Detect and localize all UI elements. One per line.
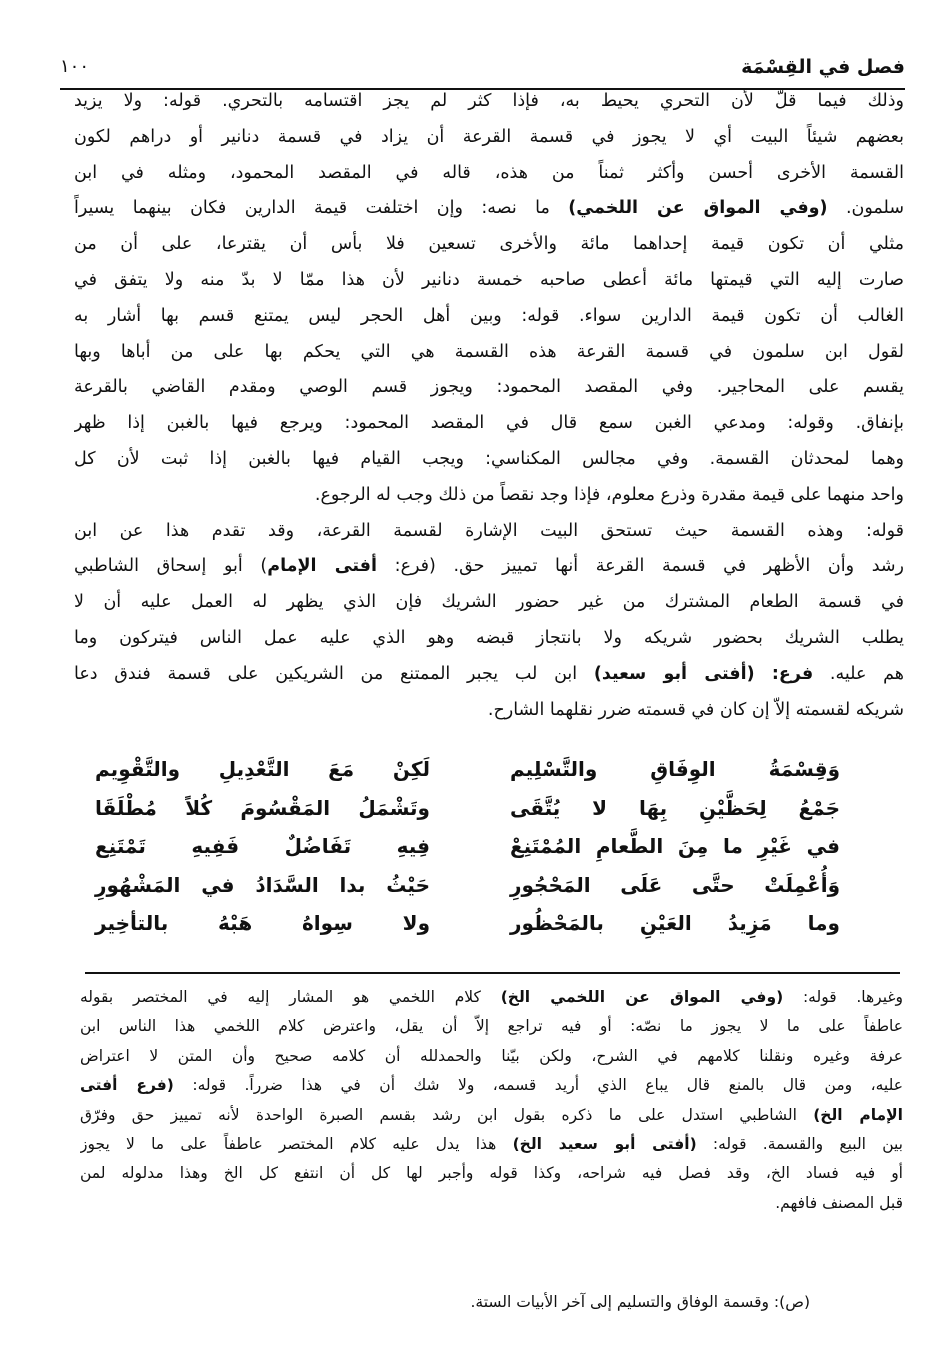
text-segment: يطلب الشريك بحضور شريكه ولا بانتجاز قبضه وهو الذي عليه عمل الناس فيتركون وما	[74, 627, 904, 648]
text-segment: لقول ابن سلمون في قسمة القرعة هذه القسمة هي التي يحكم بها على من أباها وبها	[74, 341, 904, 362]
text-segment: القسمة الأخرى أحسن وأكثر ثمناً من هذه، قاله في المقصد المحمود، ومثله في ابن	[74, 162, 904, 183]
footnote-text	[80, 983, 903, 1218]
text-segment: بعضهم شيئاً البيت أي لا يجوز في قسمة القرعة أن يزاد في قسمة دنانير أو دراهم لكون	[74, 126, 904, 147]
text-line	[74, 227, 904, 263]
footnote-line	[80, 1042, 903, 1071]
text-line	[74, 549, 904, 585]
text-segment: قوله: وهذه القسمة حيث تستحق البيت الإشارة لقسمة القرعة، وقد تقدم هذا عن ابن	[74, 520, 904, 541]
text-segment: الغالب أن تكون قيمة الدارين سواء. قوله: وبين أهل الحجر ليس يمتنع قسم بها أشار به	[74, 305, 904, 326]
main-text	[74, 84, 904, 728]
page-number: ١٠٠	[60, 56, 90, 77]
text-line	[74, 191, 904, 227]
verse-second-hemistich: وتَشْمَلُ المَقْسُومَ كُلاً مُطْلَقَا	[95, 795, 430, 820]
text-segment: كلام اللخمي هو المشار إليه في المختصر بقوله	[80, 988, 501, 1006]
verse-second-hemistich: حَيْثُ بدا السَّدَادُ في المَشْهُورِ	[95, 872, 430, 897]
verse-second-hemistich: لَكِنْ مَعَ التَّعْدِيلِ والتَّقْوِيم	[95, 757, 430, 781]
text-segment: واحد منهما على قيمة مقدرة وذرع معلوم، فإذا وجد نقصاً من ذلك وجب له الرجوع.	[314, 484, 904, 505]
text-segment: وذلك فيما قلّ لأن التحري يحيط به، فإذا كثر لم يجز اقتسامه بالتحري. قوله: ولا يزيد	[74, 91, 904, 111]
text-segment: رشد وأن الأظهر في قسمة القرعة أنها تمييز حق. (فرع:	[377, 556, 904, 577]
text-line	[74, 370, 904, 406]
text-segment: عاطفاً على ما لا يجوز ما نصّه: أو فيه تراجع إلاّ أن يقل، واعترض كلام اللخمي هذا الناس ابن	[80, 1017, 903, 1036]
verse-row	[90, 827, 850, 866]
verse-second-hemistich: فِيهِ تَفَاضُلٌ فَفِيهِ تَمْتَنِع	[95, 834, 430, 858]
text-line	[74, 621, 904, 657]
bold-quote: (أفتى أبو سعيد الخ)	[512, 1134, 697, 1153]
verse-row	[90, 866, 850, 905]
bold-quote: أفتى الإمام	[267, 556, 378, 577]
text-line	[74, 657, 904, 693]
chapter-title: فصل في القِسْمَة	[741, 56, 905, 78]
text-line	[74, 299, 904, 335]
text-line	[74, 478, 904, 514]
text-line	[74, 120, 904, 156]
text-segment: عليه، ومن قال بالمنع قال يباع الذي أريد قسمه، ولا شك أن في هذا ضرراً. قوله:	[173, 1076, 903, 1095]
text-line	[74, 514, 904, 550]
text-segment: قبل المصنف فافهم.	[775, 1193, 903, 1212]
verse-second-hemistich: ولا سِواهُ هَبْهُ بالتأخِير	[95, 911, 430, 935]
bold-quote: (وفي المواق عن اللخمي)	[568, 198, 828, 219]
footnote-divider	[85, 972, 900, 974]
text-segment: صارت إليه التي قيمتها مائة أعطى صاحبه خمسة دنانير لأن هذا ممّا لا بدّ منه ولا يتفق في	[74, 269, 904, 290]
bold-quote: (فرع أفتى	[80, 1076, 174, 1095]
verse-first-hemistich: في غَيْرِ ما مِنَ الطَّعامِ المُمْتَنِعْ	[510, 834, 840, 858]
footnote-line	[80, 1159, 903, 1188]
verse-row	[90, 904, 850, 943]
text-line	[74, 442, 904, 478]
text-segment: وهما لمحدثان القسمة. وفي مجالس المكناسي: ويجب القيام فيها بالغبن إذا ثبت لأن كل	[74, 448, 904, 469]
text-segment: وغيرها. قوله:	[783, 988, 903, 1006]
verse-first-hemistich: وَأُعْمِلَتْ حتَّى عَلَى المَحْجُورِ	[510, 872, 840, 897]
footnote-line	[80, 1101, 903, 1130]
text-line	[74, 263, 904, 299]
verse-first-hemistich: جَمْعُ لِحَظَّيْنِ بِهَا لا يُتَّقَى	[510, 795, 840, 820]
text-line	[74, 335, 904, 371]
text-segment: عرفة وغيره ونقلنا كلامهم في الشرح، ولكن بيّنا والحمدلله أن كلامه صحيح وأن المتن لا اعتراض	[80, 1046, 903, 1065]
text-line	[74, 156, 904, 192]
verse-first-hemistich: وما مَزِيدُ العَيْنِ بالمَحْظُور	[510, 911, 840, 935]
text-segment: هم عليه.	[813, 663, 904, 684]
text-segment: في قسمة الطعام المشترك من غير حضور الشريك فإن الذي يظهر له العمل عليه أن لا	[74, 592, 904, 613]
text-segment: سلمون.	[827, 198, 904, 219]
bold-quote: الإمام الخ)	[813, 1105, 903, 1124]
verse-row	[90, 750, 850, 789]
footnote-line	[80, 1012, 903, 1041]
closing-line: (ص): وقسمة الوفاق والتسليم إلى آخر الأبيات الستة.	[470, 1293, 810, 1311]
footnote-line	[80, 1130, 903, 1159]
page-header	[60, 56, 905, 86]
text-segment: الشاطبي استدل على ما ذكره بقول ابن رشد بقسم الصبرة الواحدة لأنه تمييز حق وفرّق	[80, 1105, 814, 1124]
poem-verses	[90, 750, 850, 943]
footnote-line	[80, 1071, 903, 1100]
bold-quote: (وفي المواق عن اللخمي الخ)	[500, 988, 784, 1006]
text-segment: يقسم على المحاجير. وفي المقصد المحمود: ويجوز قسم الوصي ومقدم القاضي بالقرعة	[74, 377, 904, 398]
verse-first-hemistich: وَقِسْمَةُ الوِفَاقِ والتَّسْلِيم	[510, 757, 840, 781]
verse-row	[90, 789, 850, 828]
footnote-line	[80, 1189, 903, 1218]
text-line	[74, 406, 904, 442]
footnote-line	[80, 983, 903, 1012]
text-segment: بإنفاق. وقوله: ومدعي الغبن سمع قال في المقصد المحمود: ويرجع فيها بالغبن إذا ظهر	[74, 413, 904, 434]
text-line	[74, 693, 904, 729]
text-segment: مثلي أن تكون قيمة إحداهما مائة والأخرى تسعين فلا بأس أن يقترعا، على أن من	[74, 234, 904, 255]
text-line	[74, 585, 904, 621]
text-segment: ابن لب يجبر الممتنع من الشريكين على قسمة فندق دعا	[74, 663, 594, 684]
text-segment: هذا يدل عليه كلام المختصر عاطفاً على ما لا يجوز	[80, 1134, 513, 1153]
text-segment: بين البيع والقسمة. قوله:	[696, 1134, 903, 1153]
text-segment: شريكه لقسمته إلاّ إن كان في قسمته ضرر نقلهما الشارح.	[487, 699, 904, 720]
text-segment: ) أبو إسحاق الشاطبي	[74, 556, 268, 577]
bold-quote: فرع: (أفتى أبو سعيد)	[593, 663, 814, 684]
text-segment: أو فيه فساد الخ، وقد فصل فيه شراحه، وكذا قوله وأجبر لها كل أن انتفع كل الخ وهذا مدلوله لمن	[80, 1164, 903, 1183]
text-segment: ما نصه: وإن اختلفت قيمة الدارين فكان بينهما يسيراً	[74, 198, 569, 219]
text-line	[74, 84, 904, 120]
